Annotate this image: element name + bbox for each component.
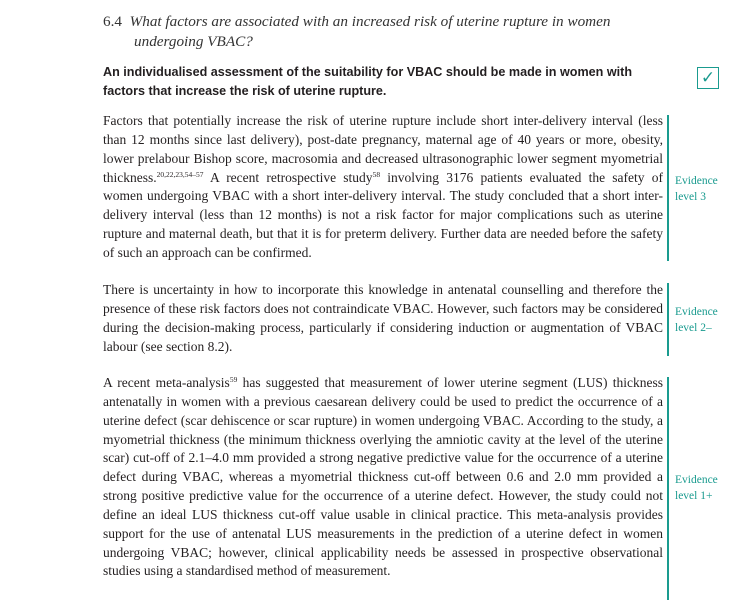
reference-superscript: 58 [372, 169, 381, 179]
evidence-level-2 [675, 304, 718, 336]
paragraph-1 [103, 112, 663, 263]
evidence-level-value: level 3 [675, 191, 706, 203]
paragraph-1-text-b: A recent retrospective study [203, 169, 373, 185]
paragraph-2: There is uncertainty in how to incorporate this knowledge in antenatal counselling and therefore the presence of these risk factors does not contraindicate VBAC. However, such factors may be considered during the decision-making process, particularly if considering induction or augmentation of VBAC labour (see section 8.2). [103, 282, 663, 354]
evidence-label: Evidence [675, 306, 718, 318]
evidence-level-value: level 2– [675, 322, 712, 334]
evidence-label: Evidence [675, 474, 718, 486]
section-title-line1: What factors are associated with an increased risk of uterine rupture in women [129, 13, 611, 30]
evidence-level-3 [675, 472, 718, 504]
evidence-bar-2 [667, 283, 669, 356]
paragraph-1-text-a: Factors that potentially increase the risk of uterine rupture include short inter-delivery interval (less than 12 months since last delivery), post-date pregnancy, maternal age of 40 years or more, obesity, lower prelabour Bishop score, macrosomia and decreased ultrasonographic lower segment myometrial thickness. [103, 113, 663, 185]
evidence-level-1 [675, 173, 718, 205]
section-heading [103, 12, 663, 52]
section-title-line2: undergoing VBAC? [134, 33, 253, 50]
recommendation-text: An individualised assessment of the suitability for VBAC should be made in women with factors that increase the risk of uterine rupture. [103, 65, 633, 98]
paragraph-3-text-a: A recent meta-analysis [103, 375, 230, 390]
section-number: 6.4 [103, 13, 122, 30]
paragraph-1-text-c: involving 3176 patients evaluated the safety of women undergoing VBAC with a short inter-delivery interval. The study concluded that a short inter-delivery interval (less than 12 months) is not a risk factor for major complications such as uterine rupture and maternal death, but that it is for preterm delivery. Further data are needed before the safety of such an approach can be confirmed. [103, 169, 663, 260]
evidence-label: Evidence [675, 175, 718, 187]
reference-superscript: 59 [229, 375, 238, 384]
reference-superscript: 20,22,23,54–57 [156, 169, 204, 179]
recommendation-check-icon: ✓ [697, 67, 719, 89]
evidence-bar-1 [667, 115, 669, 261]
paragraph-3 [103, 374, 663, 581]
evidence-level-value: level 1+ [675, 490, 713, 502]
evidence-bar-3 [667, 377, 669, 600]
paragraph-3-text-b: has suggested that measurement of lower uterine segment (LUS) thickness antenatally in women with a previous caesarean delivery could be used to predict the occurrence of a uterine defect (scar dehiscence or scar rupture) in women undergoing VBAC. According to the study, a myometrial thickness (the minimum thickness overlying the amniotic cavity at the level of the uterine scar) cut-off of 2.1–4.0 mm provided a strong negative predictive value for the occurrence of a uterine defect during VBAC, whereas a myometrial thickness cut-off between 0.6 and 2.0 mm provided a strong positive predictive value for the occurrence of a uterine defect. However, the study could not define an ideal LUS thickness cut-off value usable in clinical practice. This meta-analysis provides support for the use of antenatal LUS measurements in the prediction of a uterine defect in women undergoing VBAC; however, clinical applicability needs be assessed in prospective observational studies using a standardised method of measurement. [103, 375, 663, 579]
